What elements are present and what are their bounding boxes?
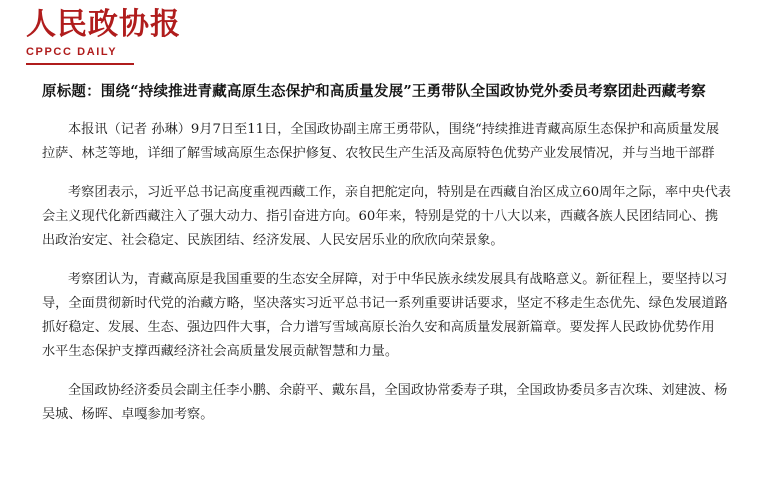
article-paragraph: 出政治安定、社会稳定、民族团结、经济发展、人民安居乐业的欣欣向荣景象。	[42, 233, 504, 248]
article-paragraph: 会主义现代化新西藏注入了强大动力、指引奋进方向。60年来，特别是党的十八大以来，西藏各族人民团结同心、携	[42, 209, 719, 224]
newspaper-masthead	[26, 8, 266, 58]
article-paragraph: 考察团表示，习近平总书记高度重视西藏工作，亲自把舵定向，特别是在西藏自治区成立60周年之际，率中央代表	[68, 185, 731, 200]
masthead-title-cn: 人民政协报	[26, 7, 181, 42]
article-headline: 原标题：围绕“持续推进青藏高原生态保护和高质量发展”王勇带队全国政协党外委员考察团赴西藏考察	[42, 83, 706, 100]
article-paragraph: 全国政协经济委员会副主任李小鹏、余蔚平、戴东昌，全国政协常委寿子琪，全国政协委员多吉次珠、刘建波、杨	[68, 383, 728, 398]
article-paragraph: 考察团认为，青藏高原是我国重要的生态安全屏障，对于中华民族永续发展具有战略意义。新征程上，要坚持以习	[68, 272, 728, 287]
article-paragraph: 拉萨、林芝等地，详细了解雪域高原生态保护修复、农牧民生产生活及高原特色优势产业发展情况，并与当地干部群	[42, 146, 715, 161]
article-paragraph: 本报讯（记者 孙琳）9月7日至11日，全国政协副主席王勇带队，围绕“持续推进青藏高原生态保护和高质量发展	[68, 122, 720, 137]
article-paragraph: 水平生态保护支撑西藏经济社会高质量发展贡献智慧和力量。	[42, 344, 399, 359]
masthead-title-en: CPPCC DAILY	[26, 46, 118, 58]
article-paragraphs	[42, 118, 778, 427]
masthead-underline	[26, 63, 134, 65]
article-body	[42, 80, 778, 427]
article-paragraph: 吴城、杨晖、卓嘎参加考察。	[42, 407, 214, 422]
article-paragraph: 导，全面贯彻新时代党的治藏方略，坚决落实习近平总书记一系列重要讲话要求，坚定不移走生态优先、绿色发展道路	[42, 296, 728, 311]
article-paragraph: 抓好稳定、发展、生态、强边四件大事，合力谱写雪域高原长治久安和高质量发展新篇章。要发挥人民政协优势作用	[42, 320, 715, 335]
